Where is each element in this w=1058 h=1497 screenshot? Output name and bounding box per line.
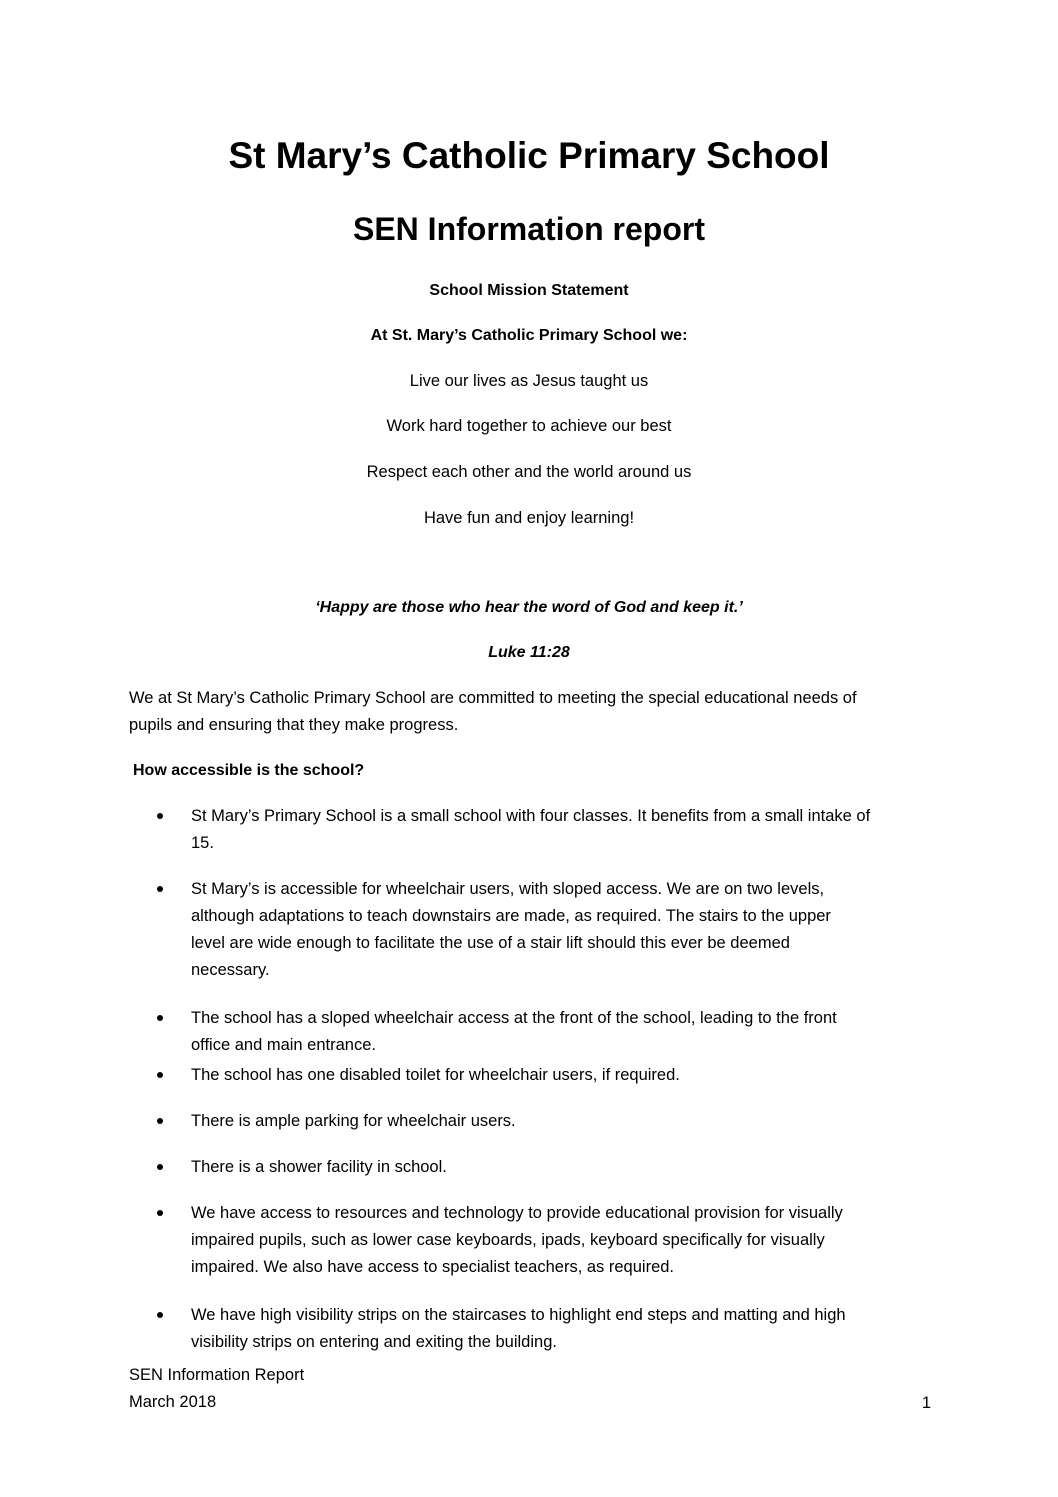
mission-line: Work hard together to achieve our best <box>386 417 672 435</box>
mission-line: Have fun and enjoy learning! <box>423 509 635 527</box>
bullet-icon <box>157 1164 163 1170</box>
list-item-line: office and main entrance. <box>191 1036 376 1054</box>
scripture-quote: ‘Happy are those who hear the word of God and keep it.’ <box>315 599 743 616</box>
bullet-icon <box>157 1072 163 1078</box>
intro-paragraph-line: We at St Mary’s Catholic Primary School are committed to meeting the special educational needs of <box>129 689 857 707</box>
list-item <box>191 1062 936 1089</box>
list-item-line: impaired. We also have access to specialist teachers, as required. <box>191 1258 675 1276</box>
bullet-icon <box>157 886 163 892</box>
list-item-line: level are wide enough to facilitate the use of a stair lift should this ever be deemed <box>191 934 790 952</box>
list-item-line: although adaptations to teach downstairs are made, as required. The stairs to the upper <box>191 907 831 925</box>
list-item-line: visibility strips on entering and exiting the building. <box>191 1333 557 1351</box>
intro-paragraph-line: pupils and ensuring that they make progress. <box>129 716 459 734</box>
list-item <box>191 1154 936 1181</box>
list-item <box>191 1302 936 1356</box>
document-title: St Mary’s Catholic Primary School <box>228 135 830 176</box>
mission-heading: School Mission Statement <box>429 282 629 299</box>
list-item-line: We have high visibility strips on the staircases to highlight end steps and matting and high <box>191 1306 846 1324</box>
list-item-line: necessary. <box>191 961 270 979</box>
accessibility-heading: How accessible is the school? <box>133 762 365 779</box>
list-item-line: There is ample parking for wheelchair users. <box>191 1112 516 1130</box>
bullet-icon <box>157 1015 163 1021</box>
mission-intro: At St. Mary’s Catholic Primary School we: <box>370 327 688 344</box>
list-item-line: We have access to resources and technology to provide educational provision for visually <box>191 1204 843 1222</box>
scripture-reference: Luke 11:28 <box>488 644 570 661</box>
bullet-icon <box>157 1312 163 1318</box>
footer-date: March 2018 <box>129 1393 217 1411</box>
page-number: 1 <box>921 1394 931 1412</box>
bullet-icon <box>157 1118 163 1124</box>
mission-line: Live our lives as Jesus taught us <box>409 372 649 390</box>
list-item-line: There is a shower facility in school. <box>191 1158 447 1176</box>
mission-line: Respect each other and the world around us <box>366 463 692 481</box>
bullet-icon <box>157 1210 163 1216</box>
list-item <box>191 803 936 857</box>
list-item-line: The school has one disabled toilet for wheelchair users, if required. <box>191 1066 680 1084</box>
list-item <box>191 1200 936 1281</box>
bullet-icon <box>157 813 163 819</box>
list-item-line: St Mary’s Primary School is a small school with four classes. It benefits from a small intake of <box>191 807 871 825</box>
page-footer <box>129 1362 304 1416</box>
list-item-line: impaired pupils, such as lower case keyboards, ipads, keyboard specifically for visually <box>191 1231 825 1249</box>
document-subtitle: SEN Information report <box>352 211 705 247</box>
list-item <box>191 1005 936 1059</box>
list-item-line: The school has a sloped wheelchair access at the front of the school, leading to the front <box>191 1009 837 1027</box>
footer-label: SEN Information Report <box>129 1366 305 1384</box>
list-item <box>191 1108 936 1135</box>
list-item-line: St Mary’s is accessible for wheelchair users, with sloped access. We are on two levels, <box>191 880 825 898</box>
list-item <box>191 876 936 984</box>
list-item-line: 15. <box>191 834 214 852</box>
